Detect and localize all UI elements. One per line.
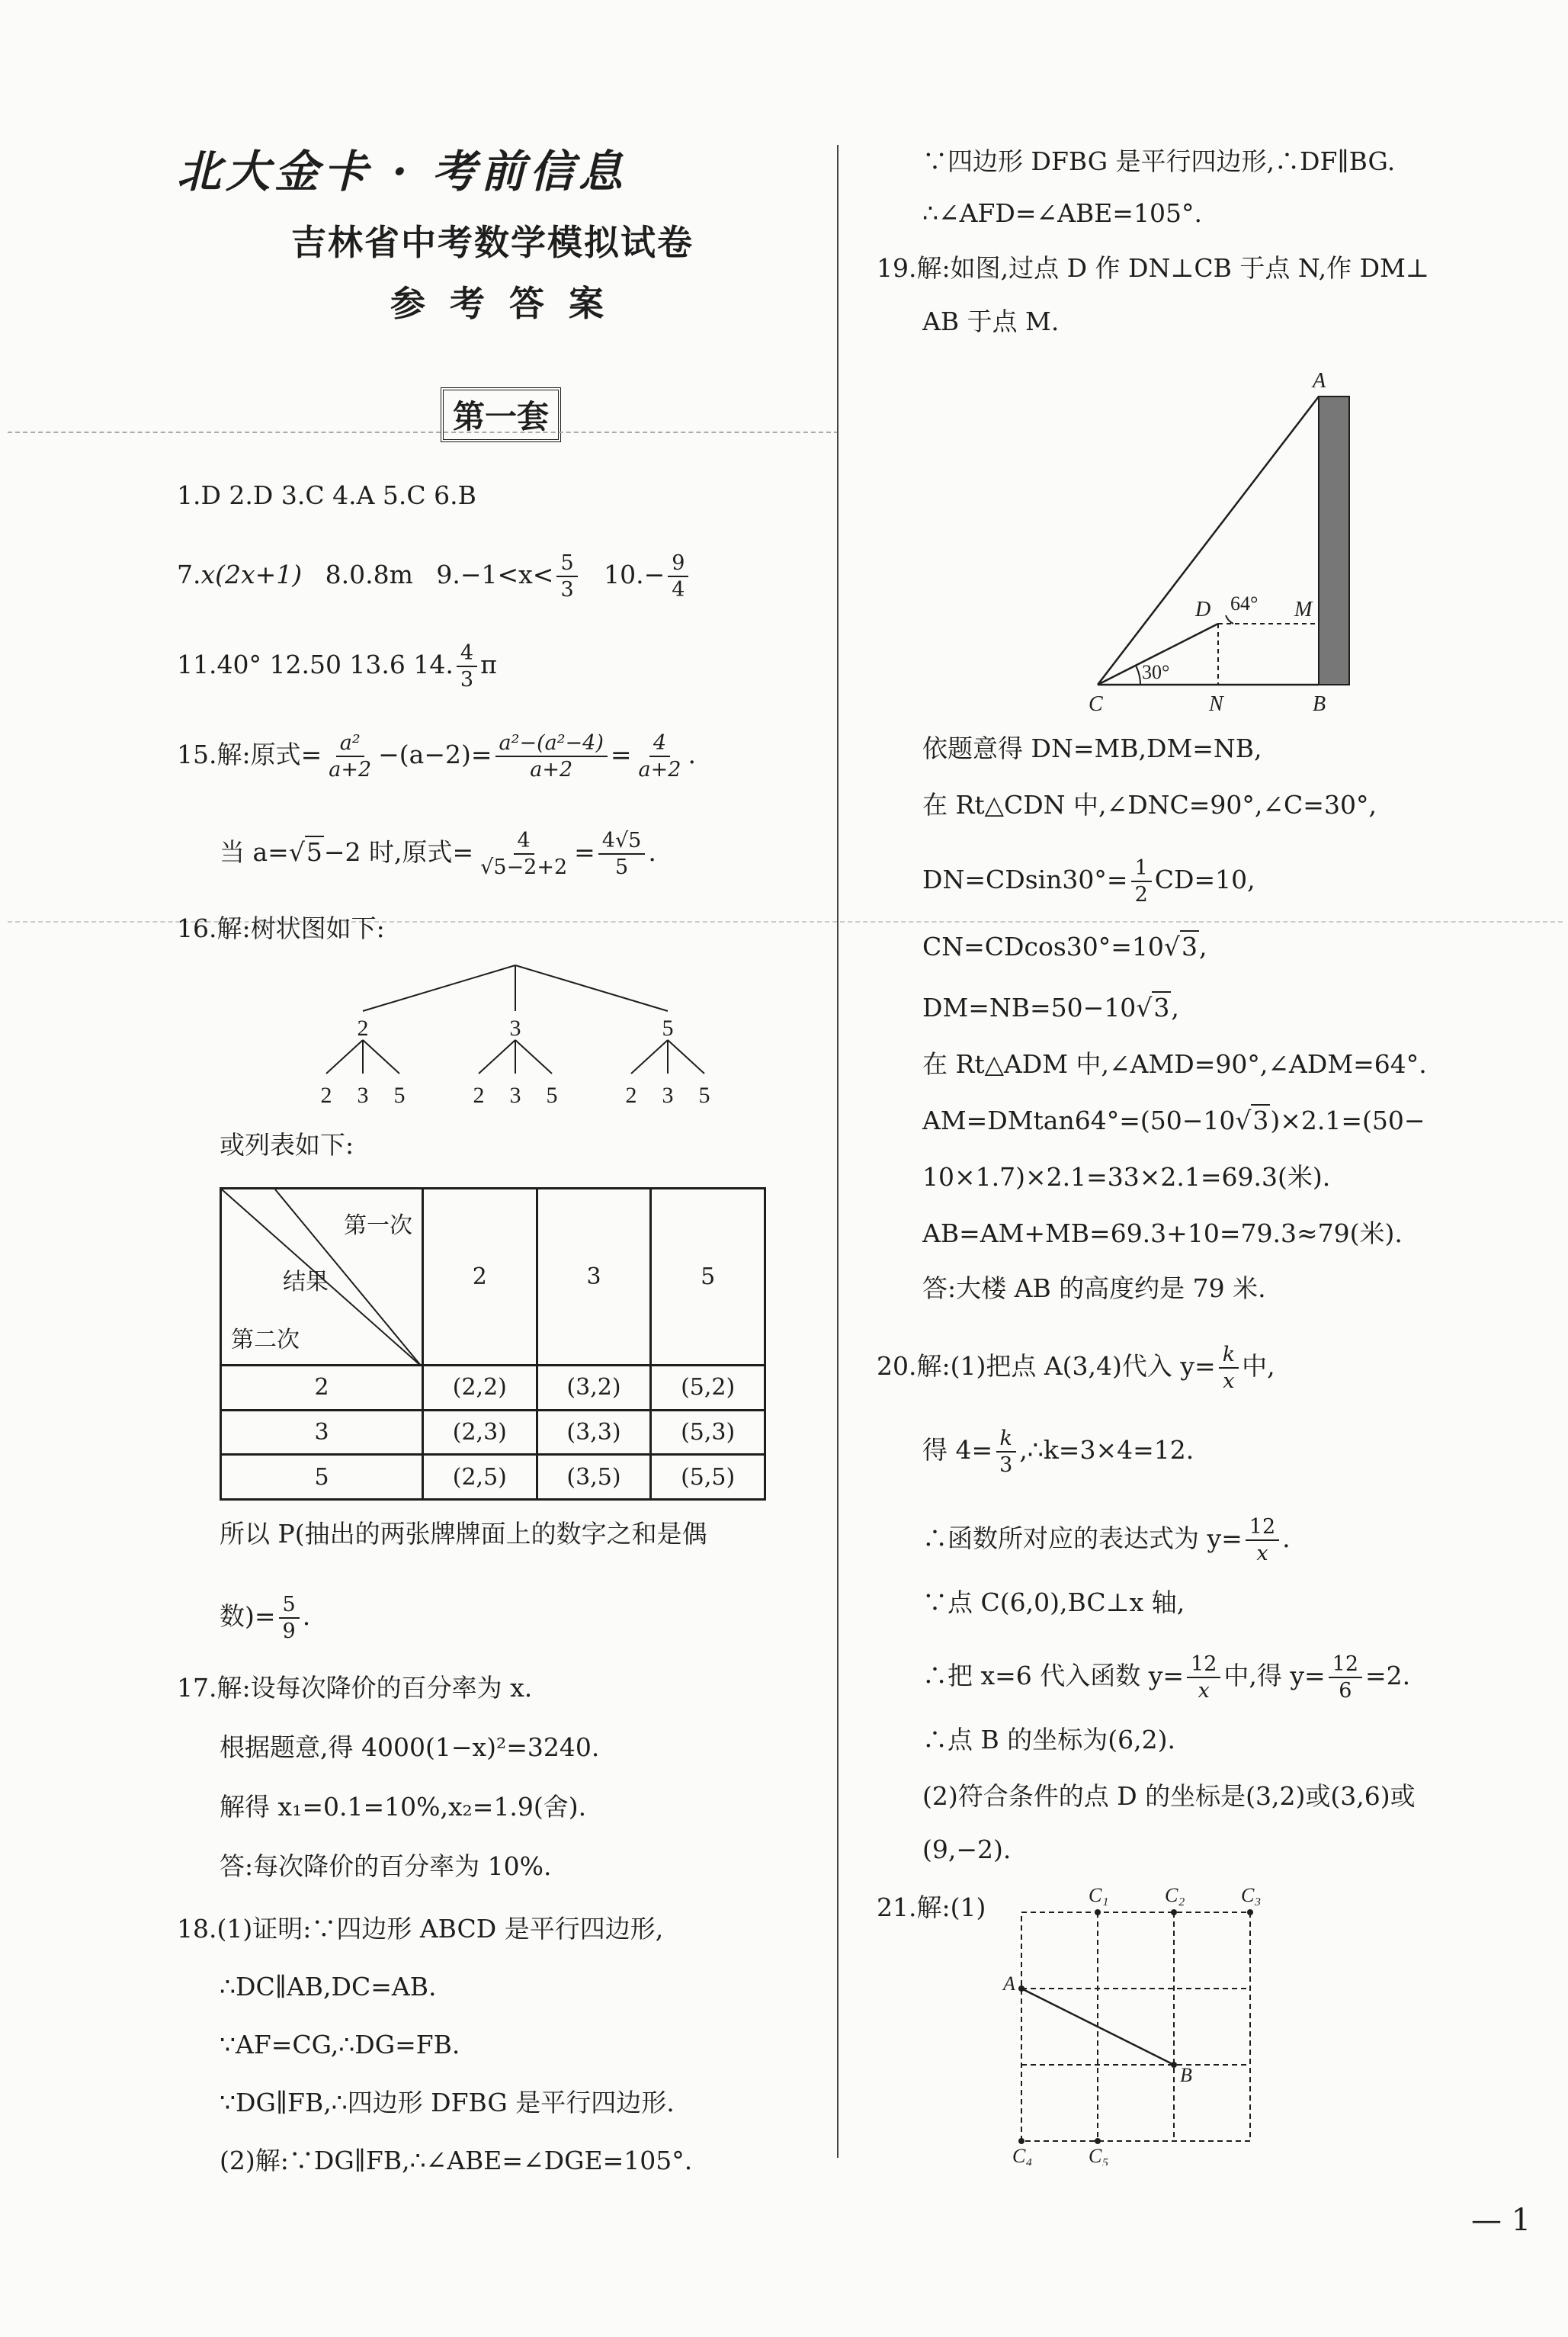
q19-line5: DN=CDsin30°= $\frac{1}{2}$ CD=10, [922, 856, 1255, 907]
tree-leaf: 2 [473, 1083, 485, 1108]
q15-line1: 15.解:原式= $\frac{\text{a²}}{a+2}$ −(a−2)= $\frac{\text{a²−(a²−4)}}{a+2}$ = $\frac{4}{a+2}$ . [177, 731, 696, 782]
table-col-header: 3 [537, 1189, 651, 1366]
label-C5: C₅ [1089, 2145, 1109, 2165]
table-col-header: 2 [423, 1189, 537, 1366]
q21-grid-figure [999, 1876, 1281, 2165]
label-B: B [1313, 692, 1326, 716]
q18-line4: ∵DG∥FB,∴四边形 DFBG 是平行四边形. [220, 2088, 675, 2117]
exam-title: 吉林省中考数学模拟试卷 [291, 222, 694, 263]
q18-line2: ∴DC∥AB,DC=AB. [220, 1972, 437, 2002]
header-rule [8, 432, 839, 433]
set-label: 第一套 [441, 387, 561, 442]
q20-line3: ∴函数所对应的表达式为 y= $\frac{12}{x}$ . [922, 1515, 1291, 1565]
q17-line1: 17.解:设每次降价的百分率为 x. [177, 1673, 533, 1703]
q19-line3: 依题意得 DN=MB,DM=NB, [922, 734, 1262, 763]
q20-line8: (9,−2). [922, 1835, 1012, 1864]
angle-30: 30° [1142, 661, 1170, 683]
header-second: 第二次 [231, 1327, 300, 1353]
table-row: 5 (2,5) (3,5) (5,5) [221, 1455, 765, 1500]
q19-line9: AM=DMtan64°=(50−10√3)×2.1=(50− [922, 1106, 1425, 1135]
q19-line1: 19.解:如图,过点 D 作 DN⊥CB 于点 N,作 DM⊥ [877, 253, 1429, 283]
tree-node: 5 [662, 1016, 674, 1041]
tree-leaf: 2 [320, 1083, 332, 1108]
angle-64: 64° [1230, 592, 1259, 615]
q20-line4: ∵点 C(6,0),BC⊥x 轴, [922, 1587, 1185, 1617]
q19-line2: AB 于点 M. [922, 307, 1060, 336]
label-C2: C₂ [1165, 1884, 1185, 1906]
tree-diagram [305, 961, 732, 1113]
tree-leaf: 2 [625, 1083, 637, 1108]
q19-line7: DM=NB=50−10√3, [922, 993, 1179, 1022]
q19-line11: AB=AM+MB=69.3+10=79.3≈79(米). [922, 1218, 1403, 1248]
q19-line8: 在 Rt△ADM 中,∠AMD=90°,∠ADM=64°. [922, 1049, 1427, 1079]
q16-table-intro: 或列表如下: [220, 1130, 354, 1160]
label-C4: C₄ [1012, 2145, 1033, 2165]
q20-line5: ∴把 x=6 代入函数 y= $\frac{12}{x}$ 中,得 y= $\frac{12}{6}$ =2. [922, 1652, 1411, 1703]
q21-line1: 21.解:(1) [877, 1892, 986, 1922]
label-M: M [1294, 598, 1313, 621]
table-row: 3 (2,3) (3,3) (5,3) [221, 1410, 765, 1455]
q16-conclusion-1: 所以 P(抽出的两张牌牌面上的数字之和是偶 [220, 1519, 707, 1549]
answers-1-6: 1.D 2.D 3.C 4.A 5.C 6.B [177, 480, 476, 510]
tree-node: 3 [509, 1016, 521, 1041]
answers-11-14: 11.40° 12.50 13.6 14. $\frac{4}{3}$ π [177, 641, 497, 692]
q17-line3: 解得 x₁=0.1=10%,x₂=1.9(舍). [220, 1792, 587, 1822]
label-B: B [1180, 2064, 1192, 2086]
q18-line1: 18.(1)证明:∵四边形 ABCD 是平行四边形, [177, 1914, 664, 1944]
q15-line2: 当 a=√5−2 时,原式= $\frac{4}{√5-2+2}$ = $\frac{4√5}{5}$ . [220, 829, 656, 879]
q16-intro: 16.解:树状图如下: [177, 913, 385, 943]
q20-line7: (2)符合条件的点 D 的坐标是(3,2)或(3,6)或 [922, 1781, 1416, 1811]
label-A: A [1003, 1973, 1015, 1995]
q20-line2: 得 4= $\frac{k}{3}$ ,∴k=3×4=12. [922, 1427, 1194, 1477]
label-C1: C₁ [1089, 1884, 1109, 1906]
column-divider [837, 145, 839, 2158]
answers-7-10: 7.x(2x+1) 8.0.8m 9.−1<x< $\frac{5}{3}$ 10.− $\frac{9}{4}$ [177, 551, 691, 602]
q17-line2: 根据题意,得 4000(1−x)²=3240. [220, 1732, 600, 1762]
q18-cont-1: ∵四边形 DFBG 是平行四边形,∴DF∥BG. [922, 146, 1396, 176]
label-C3: C₃ [1241, 1884, 1262, 1906]
page-number: — 1 [1471, 2203, 1531, 2238]
tree-leaf: 5 [546, 1083, 558, 1108]
q18-line5: (2)解:∵DG∥FB,∴∠ABE=∠DGE=105°. [220, 2146, 693, 2175]
q17-line4: 答:每次降价的百分率为 10%. [220, 1851, 552, 1881]
result-table [220, 1187, 766, 1501]
label-A: A [1313, 369, 1326, 393]
q19-line6: CN=CDcos30°=10√3, [922, 932, 1207, 961]
q19-line10: 10×1.7)×2.1=33×2.1=69.3(米). [922, 1162, 1331, 1192]
tree-node: 2 [357, 1016, 369, 1041]
header-result: 结果 [283, 1269, 329, 1295]
table-header-cell [221, 1189, 423, 1366]
q18-line3: ∵AF=CG,∴DG=FB. [220, 2030, 460, 2059]
q20-line1: 20.解:(1)把点 A(3,4)代入 y= $\frac{k}{x}$ 中, [877, 1343, 1275, 1393]
q19-figure [1067, 366, 1403, 717]
table-row: 2 (2,2) (3,2) (5,2) [221, 1366, 765, 1411]
tree-leaf: 3 [509, 1083, 521, 1108]
label-D: D [1195, 598, 1211, 621]
tree-leaf: 3 [662, 1083, 674, 1108]
table-col-header: 5 [651, 1189, 765, 1366]
q16-conclusion-2: 数)= $\frac{5}{9}$ . [220, 1593, 311, 1643]
answer-subtitle: 参 考 答 案 [390, 283, 611, 324]
tree-leaf: 5 [393, 1083, 406, 1108]
q19-line12: 答:大楼 AB 的高度约是 79 米. [922, 1273, 1266, 1303]
q18-cont-2: ∴∠AFD=∠ABE=105°. [922, 198, 1202, 228]
brand-title: 北大金卡 · 考前信息 [177, 146, 627, 197]
tree-leaf: 5 [698, 1083, 710, 1108]
header-first: 第一次 [344, 1212, 412, 1239]
label-N: N [1209, 692, 1223, 716]
q19-line4: 在 Rt△CDN 中,∠DNC=90°,∠C=30°, [922, 790, 1377, 820]
q20-line6: ∴点 B 的坐标为(6,2). [922, 1725, 1175, 1754]
label-C: C [1089, 692, 1103, 716]
tree-leaf: 3 [357, 1083, 369, 1108]
building [1319, 396, 1349, 685]
